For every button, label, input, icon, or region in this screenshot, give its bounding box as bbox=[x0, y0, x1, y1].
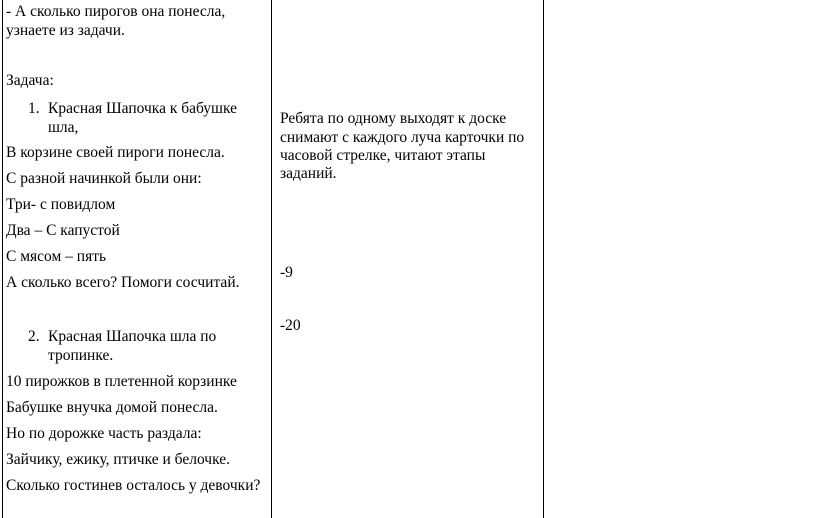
answer-2: -20 bbox=[280, 317, 301, 334]
problem-1-title-line-2: шла, bbox=[48, 119, 79, 136]
instructions-line-2: снимают с каждого луча карточки по bbox=[280, 129, 525, 146]
problem-1-line: Два – С капустой bbox=[6, 222, 120, 239]
intro-line-2: узнаете из задачи. bbox=[6, 22, 125, 39]
problem-1-line: Три- с повидлом bbox=[6, 196, 116, 213]
problem-1-line: С мясом – пять bbox=[6, 248, 107, 265]
instructions-line-3: часовой стрелке, читают этапы bbox=[280, 147, 486, 164]
problem-1-line: В корзине своей пироги понесла. bbox=[6, 144, 225, 161]
intro-line-1: - А сколько пирогов она понесла, bbox=[6, 3, 226, 20]
answer-1: -9 bbox=[280, 264, 293, 281]
problem-2-number: 2. bbox=[28, 328, 40, 345]
instructions-line-4: заданий. bbox=[280, 165, 337, 182]
problem-1-number: 1. bbox=[28, 100, 40, 117]
problem-1-line: А сколько всего? Помоги сосчитай. bbox=[6, 274, 240, 291]
problem-2-title-line-1: Красная Шапочка шла по bbox=[48, 328, 217, 345]
problem-1-title-line-1: Красная Шапочка к бабушке bbox=[48, 100, 238, 117]
problem-2-title-line-2: тропинке. bbox=[48, 347, 114, 364]
problem-2-line: Сколько гостинев осталось у девочки? bbox=[6, 477, 261, 494]
instructions-line-1: Ребята по одному выходят к доске bbox=[280, 110, 507, 127]
problem-2-line: Зайчику, ежику, птичке и белочке. bbox=[6, 451, 231, 468]
task-heading: Задача: bbox=[6, 72, 54, 89]
problem-2-line: Но по дорожке часть раздала: bbox=[6, 425, 202, 442]
column-divider bbox=[271, 0, 272, 518]
problem-1-line: С разной начинкой были они: bbox=[6, 170, 202, 187]
problem-2-line: Бабушке внучка домой понесла. bbox=[6, 399, 218, 416]
problem-2-line: 10 пирожков в плетенной корзинке bbox=[6, 373, 237, 390]
